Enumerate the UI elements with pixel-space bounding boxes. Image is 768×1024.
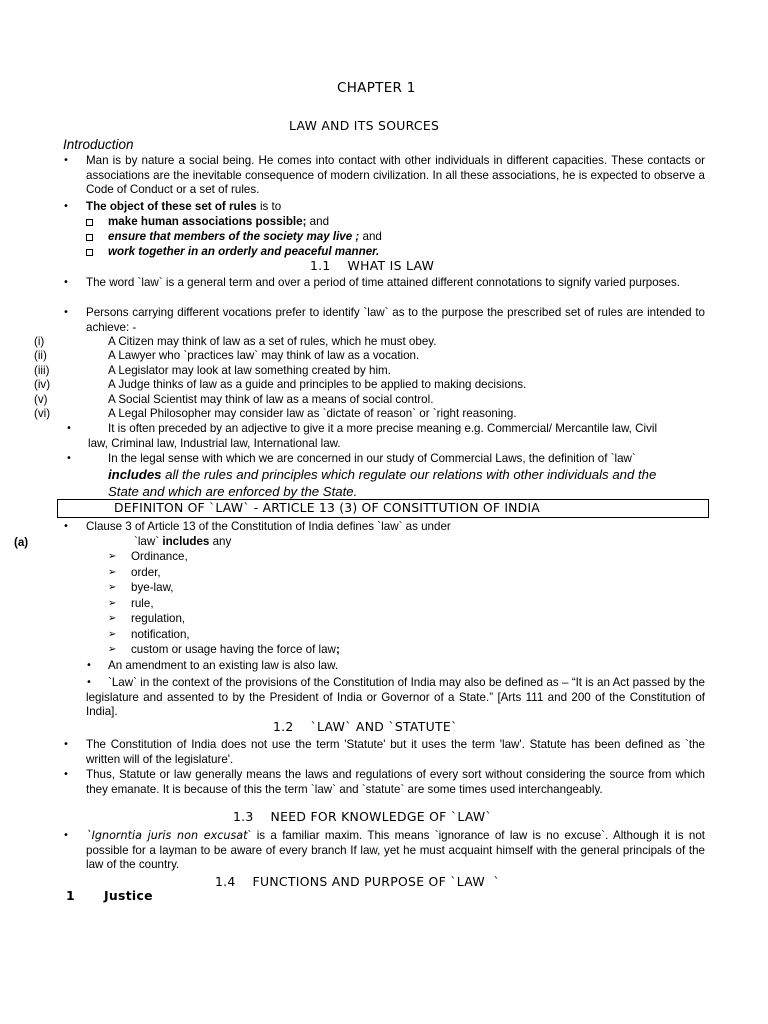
roman-numeral: (v) [34,393,48,406]
section-heading-1-2: 1.2 `LAW` AND `STATUTE` [273,719,458,734]
roman-item-text: A Legal Philosopher may consider law as `dictate of reason` or `right reasoning. [108,407,517,420]
arrow-bullet-icon: ➢ [108,598,117,609]
bullet-dot: • [86,660,92,671]
bullet-dot: • [63,277,69,288]
context-paragraph [86,676,705,720]
legal-sense-line: In the legal sense with which we are concerned in our study of Commercial Laws, the definition of `law` [108,452,636,465]
bullet-dot: • [66,423,72,434]
roman-numeral: (ii) [34,349,47,362]
vocations-paragraph: Persons carrying different vocations prefer to identify `law` as to the purpose the prescribed set of rules are intended to achieve: - [86,306,705,334]
checkbox-bullet-icon [86,234,93,241]
roman-item-text: A Citizen may think of law as a set of rules, which he must obey. [108,335,437,348]
arrow-bullet-icon: ➢ [108,613,117,624]
arrow-bullet-icon: ➢ [108,551,117,562]
bullet-dot: • [63,201,69,212]
legal-sense-line: State and which are enforced by the State. [108,484,358,499]
section-heading-1-3: 1.3 NEED FOR KNOWLEDGE OF `LAW` [233,809,492,824]
amendment-line: An amendment to an existing law is also law. [108,659,339,672]
object-item-tail: and [359,230,382,243]
roman-numeral: (iii) [34,364,50,377]
checkbox-bullet-icon [86,249,93,256]
context-paragraph-text: `Law` in the context of the provisions of the Constitution of India may also be defined as – “It is an Act passed by the legislature and assented to by the President of India or Governor of a State.” [Arts 111 and 200 of the Constitution of India]. [86,676,705,719]
statute-meaning-paragraph: Thus, Statute or law generally means the laws and regulations of every sort without considering the source from which they emanate. It is because of this the term `law` and `statute` are some times used interchangeably. [86,768,705,796]
includes-bold: includes [108,467,162,482]
chapter-number: CHAPTER 1 [337,80,416,96]
what-is-law-paragraph: The word `law` is a general term and over a period of time attained different connotations to signify varied purposes. [86,276,680,289]
object-item [108,215,329,230]
arrow-bullet-icon: ➢ [108,567,117,578]
includes-line [134,535,231,550]
clause-line: Clause 3 of Article 13 of the Constitution of India defines `law` as under [86,520,451,533]
includes-post: any [209,535,232,548]
intro-paragraph: Man is by nature a social being. He comes into contact with other individuals in different capacities. These contacts or associations are the inevitable consequence of modern civilization. In all these associations, he is expected to observe a Code of Conduct or a set of rules. [86,154,705,197]
object-lead: The object of these set of rules [86,200,257,213]
law-item: regulation, [131,612,186,625]
legal-sense-line [108,466,656,483]
bullet-dot: • [66,453,72,464]
section-heading-1-1: 1.1 WHAT IS LAW [310,258,435,273]
object-item-text: work together in an orderly and peaceful manner. [108,245,380,258]
law-item: notification, [131,628,190,641]
roman-numeral: (vi) [34,407,51,420]
law-item: Ordinance, [131,550,188,563]
checkbox-bullet-icon [86,219,93,226]
bullet-dot: • [63,769,69,780]
bullet-dot: • [63,307,69,318]
object-item-text: ensure that members of the society may live ; [108,230,360,243]
justice-number: 1 [66,888,75,903]
bullet-dot: • [63,521,69,532]
chapter-title: LAW AND ITS SOURCES [289,118,440,133]
roman-item-text: A Legislator may look at law something created by him. [108,364,391,377]
object-item [108,230,382,245]
roman-item-text: A Lawyer who `practices law` may think of law as a vocation. [108,349,420,362]
law-item: order, [131,566,161,579]
bullet-dot: • [63,739,69,750]
introduction-heading: Introduction [63,137,134,152]
statute-paragraph: The Constitution of India does not use the term 'Statute' but it uses the term 'law'. Statute has been defined as `the written will of the legislature'. [86,738,705,766]
legal-sense-italic: all the rules and principles which regulate our relations with other individuals and the [161,467,657,482]
law-item-text: custom or usage having the force of law [131,643,336,656]
object-item-text: make human associations possible; [108,215,307,228]
includes-bold: includes [162,535,210,548]
includes-pre: `law` [134,535,163,548]
arrow-bullet-icon: ➢ [108,582,117,593]
object-tail: is to [256,200,282,213]
roman-numeral: (iv) [34,378,51,391]
bullet-dot: • [63,830,69,841]
maxim-paragraph-text: ` is a familiar maxim. This means `ignorance of law is no excuse`. Although it is not possible for a layman to be aware of every branch If law, yet he must acquaint himself with the general principals of the law of the country. [86,829,706,872]
law-item [131,643,340,658]
roman-item-text: A Social Scientist may think of law as a means of social control. [108,393,434,406]
object-item-tail: and [306,215,330,228]
roman-numeral: (i) [34,335,45,348]
adjective-line: law, Criminal law, Industrial law, International law. [88,437,341,450]
arrow-bullet-icon: ➢ [108,644,117,655]
roman-item-text: A Judge thinks of law as a guide and principles to be applied to making decisions. [108,378,527,391]
bullet-dot: • [86,677,92,688]
definition-heading: DEFINITON OF `LAW` - ARTICLE 13 (3) OF CONSITTUTION OF INDIA [114,500,540,515]
section-heading-1-4: 1.4 FUNCTIONS AND PURPOSE OF `LAW ` [215,874,500,889]
object-line [86,200,281,215]
bullet-dot: • [63,155,69,166]
maxim-paragraph [86,829,705,873]
law-item: bye-law, [131,581,174,594]
clause-label: (a) [14,536,29,549]
adjective-line: It is often preceded by an adjective to give it a more precise meaning e.g. Commercial/ Mercantile law, Civil [108,422,658,435]
law-item-mark: ; [335,643,340,656]
justice-heading: Justice [104,888,153,903]
law-item: rule, [131,597,154,610]
maxim-text: `Ignorntia juris non excusat [86,829,248,842]
arrow-bullet-icon: ➢ [108,629,117,640]
